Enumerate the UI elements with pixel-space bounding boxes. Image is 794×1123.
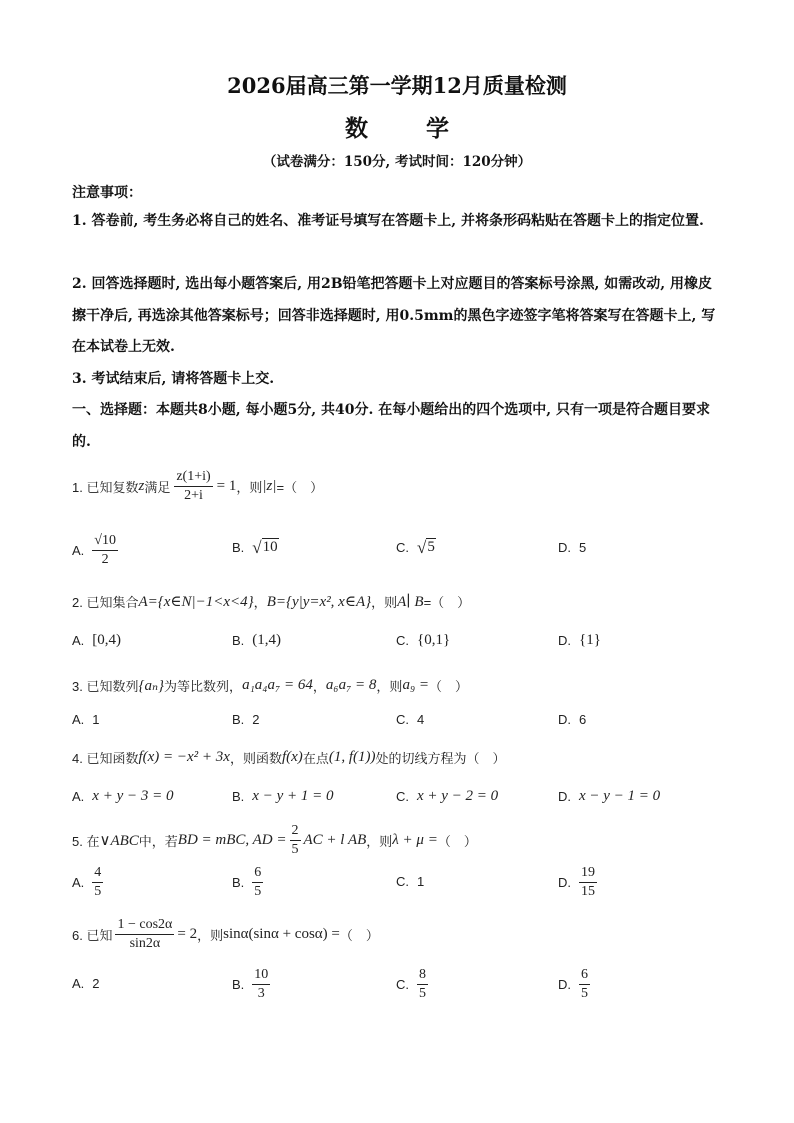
- q1-option-d-val: 5: [579, 540, 587, 555]
- q1-frac-num: z(1+i): [174, 468, 212, 487]
- q5-option-b-num: 6: [252, 864, 263, 883]
- question-2: [72, 592, 732, 611]
- exam-title: 2026届高三第一学期12月质量检测: [227, 73, 567, 98]
- q5-option-c-val: 1: [417, 874, 425, 889]
- q3-option-d-val: 6: [579, 712, 587, 727]
- q3-option-d-label: D.: [558, 712, 571, 727]
- q6-option-d-label: D.: [558, 977, 571, 992]
- q5-option-b-den: 5: [254, 884, 262, 899]
- q4-fx: f(x): [281, 749, 303, 765]
- q5-text-post: ，则: [366, 834, 393, 849]
- q2-set-b: B={y|y=x², x∈A}: [266, 594, 372, 610]
- q6-expr: sinα(sinα + cosα) =: [223, 926, 340, 942]
- q1-option-d[interactable]: [558, 540, 586, 555]
- q3-options: [72, 712, 732, 742]
- q2-text-tail: =（ ）: [423, 595, 471, 610]
- q1-text-pre: 1. 已知复数: [72, 480, 139, 495]
- question-6: [72, 916, 732, 953]
- q4-option-d[interactable]: [558, 788, 660, 805]
- q4-option-d-label: D.: [558, 789, 571, 804]
- q3-option-a-val: 1: [92, 712, 100, 727]
- q2-option-d[interactable]: [558, 632, 601, 649]
- q6-text-post: ，则: [197, 928, 224, 943]
- q5-option-a[interactable]: [72, 864, 103, 901]
- q2-options: [72, 632, 732, 662]
- q5-option-c-label: C.: [396, 874, 409, 889]
- q2-expr: A∣ B: [397, 594, 424, 610]
- q3-option-c-val: 4: [417, 712, 425, 727]
- q3-option-c[interactable]: [396, 712, 424, 727]
- q5-option-b-label: B.: [232, 875, 245, 890]
- q2-option-d-val: {1}: [579, 632, 601, 648]
- q1-option-c-label: C.: [396, 539, 409, 555]
- q5-option-a-label: A.: [72, 875, 85, 890]
- q4-point: (1, f(1)): [328, 749, 376, 765]
- q6-option-d-den: 5: [581, 986, 588, 1001]
- q3-cond-2: a₆a₇ = 8: [325, 677, 377, 693]
- q6-option-a[interactable]: [72, 976, 100, 991]
- q2-option-a-val: [0,4): [92, 632, 122, 648]
- question-1: [72, 468, 732, 505]
- q1-eq: = 1: [216, 478, 237, 494]
- q4-option-b-label: B.: [232, 789, 245, 804]
- q6-frac-num: 1 − cos2α: [115, 916, 174, 935]
- q3-comma: ，: [312, 679, 326, 694]
- q4-option-a[interactable]: [72, 788, 173, 805]
- q5-option-b[interactable]: [232, 864, 263, 901]
- q1-option-c[interactable]: [396, 538, 436, 556]
- q1-option-a-label: A.: [72, 543, 85, 558]
- q2-option-a-label: A.: [72, 633, 85, 648]
- q3-option-c-label: C.: [396, 712, 409, 727]
- q1-option-a-den: 2: [101, 552, 109, 567]
- q3-text-post: ，则: [376, 679, 403, 694]
- q6-option-b-num: 10: [252, 966, 270, 985]
- q1-option-b[interactable]: [232, 538, 279, 556]
- q4-option-d-val: x − y − 1 = 0: [579, 788, 661, 804]
- notes-heading: 注意事项：: [72, 185, 142, 201]
- question-3: [72, 676, 732, 695]
- q6-option-b[interactable]: [232, 966, 270, 1003]
- q4-option-a-label: A.: [72, 789, 85, 804]
- note-item-2: 2. 回答选择题时, 选出每小题答案后, 用2B铅笔把答题卡上对应题目的答案标号涂黑, 如需改动, 用橡皮擦干净后, 再选涂其他答案标号；回答非选择题时, 用0.5mm的黑色字迹签字笔将答案写在答题卡上, 写在本试卷上无效.: [72, 276, 716, 355]
- q4-option-b-val: x − y + 1 = 0: [252, 788, 334, 804]
- q3-option-b-val: 2: [252, 712, 260, 727]
- q5-option-a-den: 5: [94, 884, 102, 899]
- q3-target: a₉ =: [402, 677, 430, 693]
- q1-option-b-sqrt: √ 10: [252, 538, 278, 557]
- q5-frac-den: 5: [291, 842, 299, 857]
- q1-option-b-val: 10: [262, 539, 278, 555]
- q4-option-c-val: x + y − 2 = 0: [417, 788, 499, 804]
- note-item-3: 3. 考试结束后, 请将答题卡上交.: [72, 371, 275, 387]
- q2-option-d-label: D.: [558, 633, 571, 648]
- q5-frac-num: 2: [290, 822, 301, 841]
- q1-var: z: [138, 478, 145, 494]
- q5-option-d[interactable]: [558, 864, 597, 901]
- q3-text-mid: 为等比数列，: [164, 679, 243, 694]
- note-item-1: 1. 答卷前, 考生务必将自己的姓名、准考证号填写在答题卡上, 并将条形码粘贴在答题卡上的指定位置.: [72, 213, 704, 229]
- q6-option-d-num: 6: [579, 966, 590, 985]
- q1-option-d-label: D.: [558, 540, 571, 555]
- q1-option-a[interactable]: [72, 532, 118, 569]
- q1-text-tail: =（ ）: [276, 480, 324, 495]
- q2-option-b-val: (1,4): [252, 632, 282, 648]
- q3-option-d[interactable]: [558, 712, 586, 727]
- q5-option-c[interactable]: [396, 874, 424, 889]
- q3-text-tail: （ ）: [429, 679, 469, 694]
- q2-option-b-label: B.: [232, 633, 245, 648]
- q6-option-c-frac: [417, 966, 428, 1003]
- q1-option-b-label: B.: [232, 539, 245, 555]
- q6-frac-den: sin2α: [129, 936, 161, 951]
- q4-option-c-label: C.: [396, 789, 409, 804]
- question-5: [72, 822, 732, 859]
- q1-fraction: [174, 468, 212, 505]
- q5-option-d-label: D.: [558, 875, 571, 890]
- q1-abs: |z|: [262, 478, 277, 494]
- q2-option-a[interactable]: [72, 632, 121, 649]
- section-heading: 一、选择题：本题共8小题, 每小题5分, 共40分. 在每小题给出的四个选项中, 只有一项是符合题目要求的.: [72, 402, 710, 450]
- question-4: [72, 748, 732, 767]
- q1-options: [72, 532, 732, 567]
- q1-option-a-frac: [92, 532, 118, 569]
- q6-option-a-val: 2: [92, 976, 100, 991]
- q1-option-c-sqrt: √ 5: [417, 538, 435, 557]
- q3-option-a[interactable]: [72, 712, 100, 727]
- q4-text-at: 在点: [302, 751, 329, 766]
- q2-text-post: ，则: [371, 595, 398, 610]
- q1-text-post: ，则: [236, 480, 263, 495]
- q4-text-mid: ，则函数: [229, 751, 282, 766]
- q5-vec-1: BD = mBC, AD =: [177, 832, 287, 848]
- q4-func: f(x) = −x² + 3x: [138, 749, 230, 765]
- q4-option-a-val: x + y − 3 = 0: [92, 788, 174, 804]
- q6-option-d[interactable]: [558, 966, 590, 1003]
- q3-option-a-label: A.: [72, 712, 85, 727]
- q5-text-tail: （ ）: [437, 834, 477, 849]
- q2-option-c-label: C.: [396, 633, 409, 648]
- q3-option-b-label: B.: [232, 712, 245, 727]
- q6-text-pre: 6. 已知: [72, 928, 113, 943]
- q2-option-c[interactable]: [396, 632, 450, 649]
- q6-options: [72, 966, 732, 1006]
- q6-eq: = 2: [177, 926, 198, 942]
- q6-option-c-den: 5: [419, 986, 426, 1001]
- q3-seq: {aₙ}: [138, 678, 165, 694]
- q4-option-b[interactable]: [232, 788, 333, 805]
- q3-cond-1: a₁a₄a₇ = 64: [242, 677, 313, 693]
- q1-frac-den: 2+i: [184, 488, 203, 503]
- q4-text-pre: 4. 已知函数: [72, 751, 139, 766]
- q2-option-b[interactable]: [232, 632, 281, 649]
- q5-option-d-den: 15: [581, 884, 595, 899]
- q3-option-b[interactable]: [232, 712, 260, 727]
- exam-info: （试卷满分：150分, 考试时间：120分钟）: [262, 154, 532, 170]
- q5-fraction: [290, 822, 301, 859]
- q4-option-c[interactable]: [396, 788, 498, 805]
- q3-text-pre: 3. 已知数列: [72, 679, 139, 694]
- q5-vec-2: AC + l AB: [303, 832, 367, 848]
- q1-text-mid: 满足: [144, 480, 171, 495]
- q5-option-d-num: 19: [579, 864, 597, 883]
- q6-option-b-frac: [252, 966, 270, 1003]
- q5-text-pre: 5. 在: [72, 834, 100, 849]
- q5-option-a-frac: [92, 864, 103, 901]
- q5-triangle: ∨ABC: [99, 833, 139, 849]
- q5-option-a-num: 4: [92, 864, 103, 883]
- q6-option-a-label: A.: [72, 976, 85, 991]
- q5-expr: λ + μ =: [392, 832, 438, 848]
- q6-option-c-label: C.: [396, 977, 409, 992]
- q5-text-mid: 中，若: [138, 834, 178, 849]
- q2-comma: ，: [253, 595, 267, 610]
- q6-fraction: [115, 916, 174, 953]
- q4-text-tail: 处的切线方程为（ ）: [375, 751, 506, 766]
- q5-options: [72, 864, 732, 904]
- q6-option-d-frac: [579, 966, 590, 1003]
- q5-option-d-frac: [579, 864, 597, 901]
- q5-option-b-frac: [252, 864, 263, 901]
- q6-option-b-label: B.: [232, 977, 245, 992]
- q6-option-b-den: 3: [257, 986, 265, 1001]
- q6-option-c-num: 8: [417, 966, 428, 985]
- q6-option-c[interactable]: [396, 966, 428, 1003]
- q2-text-pre: 2. 已知集合: [72, 595, 139, 610]
- q1-option-a-num: √10: [92, 532, 118, 551]
- exam-subject: 数 学: [344, 115, 449, 142]
- q6-text-tail: （ ）: [339, 928, 379, 943]
- q2-option-c-val: {0,1}: [417, 632, 451, 648]
- q4-options: [72, 788, 732, 818]
- q1-option-c-val: 5: [427, 539, 435, 555]
- q2-set-a: A={x∈N|−1<x<4}: [138, 594, 254, 610]
